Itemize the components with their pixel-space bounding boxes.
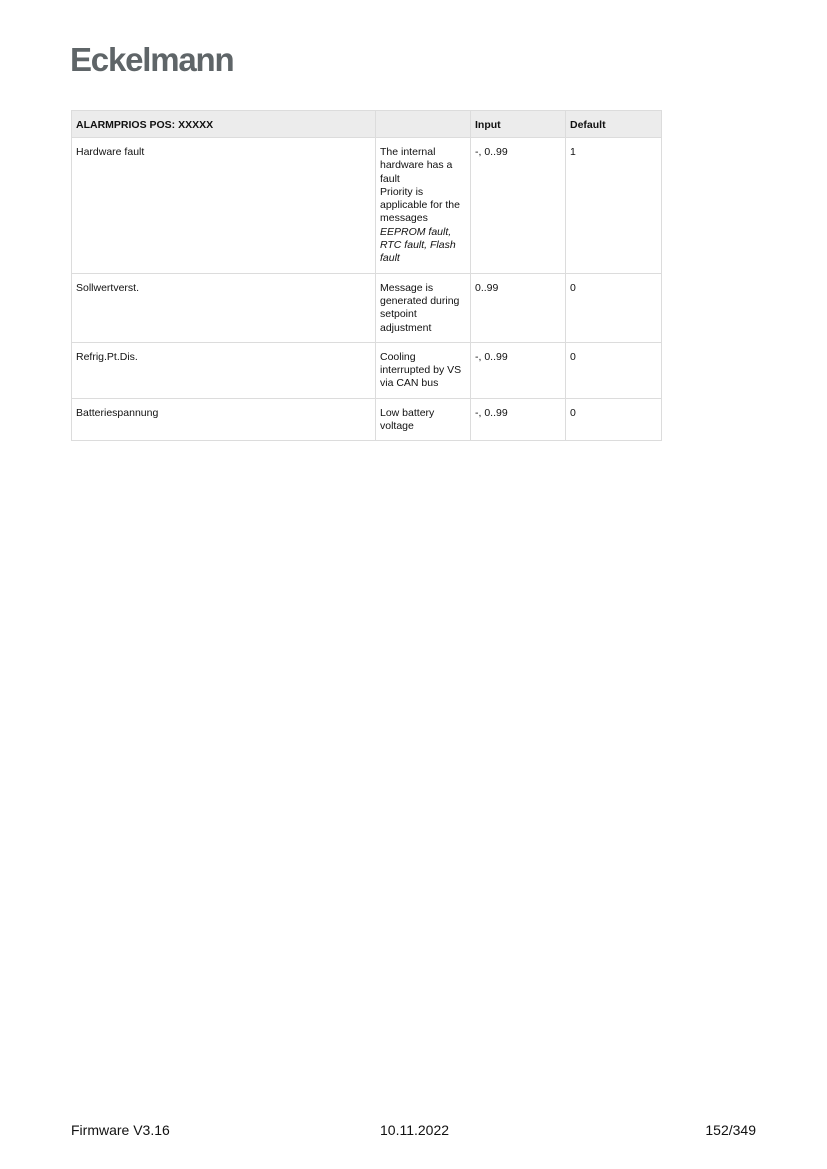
table-header-row bbox=[72, 111, 662, 138]
input-range-cell: -, 0..99 bbox=[471, 138, 566, 274]
parameter-name-cell: Refrig.Pt.Dis. bbox=[72, 342, 376, 398]
input-range-cell: -, 0..99 bbox=[471, 342, 566, 398]
column-header-description bbox=[376, 111, 471, 138]
description-cell bbox=[376, 398, 471, 441]
input-range-cell: 0..99 bbox=[471, 273, 566, 342]
description-cell bbox=[376, 273, 471, 342]
description-line: Message is generated during setpoint adjustment bbox=[380, 281, 460, 334]
footer-firmware-version: Firmware V3.16 bbox=[71, 1122, 170, 1138]
description-line: EEPROM fault, RTC fault, Flash fault bbox=[380, 225, 456, 265]
alarm-priorities-table bbox=[71, 110, 662, 441]
description-cell bbox=[376, 342, 471, 398]
parameter-name-cell: Sollwertverst. bbox=[72, 273, 376, 342]
description-cell bbox=[376, 138, 471, 274]
default-value-cell: 0 bbox=[566, 342, 662, 398]
column-header-parameter: ALARMPRIOS POS: XXXXX bbox=[72, 111, 376, 138]
column-header-default: Default bbox=[566, 111, 662, 138]
footer-page-number: 152/349 bbox=[705, 1122, 756, 1138]
eckelmann-logo: Eckelmann bbox=[70, 41, 234, 78]
footer-date: 10.11.2022 bbox=[380, 1122, 450, 1138]
default-value-cell: 1 bbox=[566, 138, 662, 274]
description-line: The internal hardware has a fault bbox=[380, 146, 453, 185]
input-range-cell: -, 0..99 bbox=[471, 398, 566, 441]
parameter-name-cell: Hardware fault bbox=[72, 138, 376, 274]
default-value-cell: 0 bbox=[566, 273, 662, 342]
description-line: Low battery voltage bbox=[380, 406, 435, 433]
description-line: Priority is applicable for the messages bbox=[380, 185, 460, 225]
description-line: Cooling interrupted by VS via CAN bus bbox=[380, 350, 462, 390]
default-value-cell: 0 bbox=[566, 398, 662, 441]
table-row bbox=[72, 273, 662, 342]
column-header-input: Input bbox=[471, 111, 566, 138]
table-row bbox=[72, 342, 662, 398]
parameter-name-cell: Batteriespannung bbox=[72, 398, 376, 441]
table-body bbox=[72, 138, 662, 441]
table-row bbox=[72, 138, 662, 274]
table-row bbox=[72, 398, 662, 441]
